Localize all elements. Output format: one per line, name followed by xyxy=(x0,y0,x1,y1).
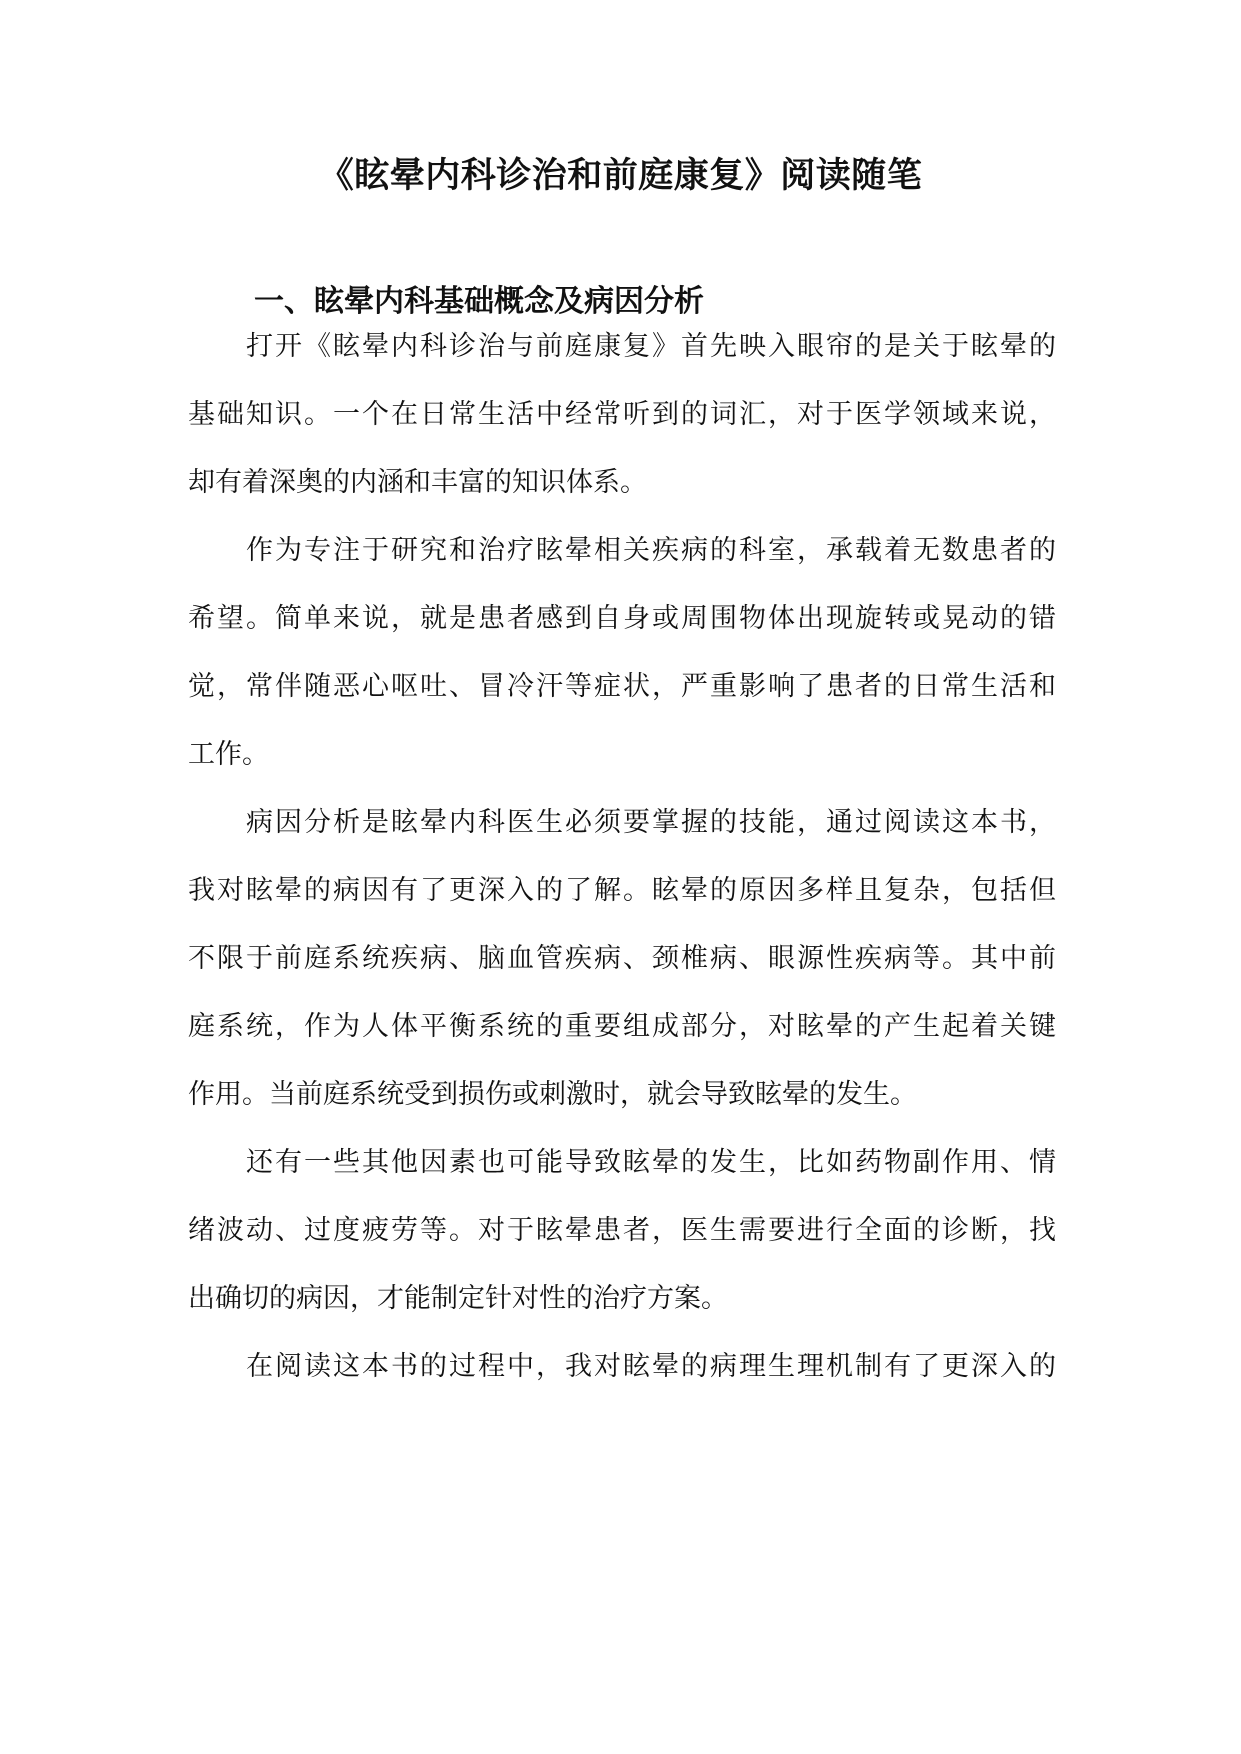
paragraph-2-line-2: 希望。简单来说，就是患者感到自身或周围物体出现旋转或晃动的错 xyxy=(188,603,1056,634)
paragraph-2-line-3: 觉，常伴随恶心呕吐、冒冷汗等症状，严重影响了患者的日常生活和 xyxy=(188,671,1056,702)
paragraph-3-line-5: 作用。当前庭系统受到损伤或刺激时，就会导致眩晕的发生。 xyxy=(188,1079,917,1110)
paragraph-2-line-4: 工作。 xyxy=(188,739,269,770)
paragraph-1-line-2: 基础知识。一个在日常生活中经常听到的词汇，对于医学领域来说， xyxy=(188,399,1056,430)
paragraph-1-line-1: 打开《眩晕内科诊治与前庭康复》首先映入眼帘的是关于眩晕的 xyxy=(246,331,1056,362)
paragraph-4-line-2: 绪波动、过度疲劳等。对于眩晕患者，医生需要进行全面的诊断，找 xyxy=(188,1215,1056,1246)
paragraph-3-line-3: 不限于前庭系统疾病、脑血管疾病、颈椎病、眼源性疾病等。其中前 xyxy=(188,943,1056,974)
paragraph-5-line-1: 在阅读这本书的过程中，我对眩晕的病理生理机制有了更深入的 xyxy=(246,1351,1056,1382)
paragraph-1-line-3: 却有着深奥的内涵和丰富的知识体系。 xyxy=(188,467,647,498)
paragraph-3-line-1: 病因分析是眩晕内科医生必须要掌握的技能，通过阅读这本书， xyxy=(246,807,1056,838)
section-heading: 一、眩晕内科基础概念及病因分析 xyxy=(254,284,704,319)
paragraph-4-line-1: 还有一些其他因素也可能导致眩晕的发生，比如药物副作用、情 xyxy=(246,1147,1056,1178)
paragraph-4-line-3: 出确切的病因，才能制定针对性的治疗方案。 xyxy=(188,1283,728,1314)
paragraph-3-line-4: 庭系统，作为人体平衡系统的重要组成部分，对眩晕的产生起着关键 xyxy=(188,1011,1056,1042)
document-title: 《眩晕内科诊治和前庭康复》阅读随笔 xyxy=(318,155,923,196)
paragraph-2-line-1: 作为专注于研究和治疗眩晕相关疾病的科室，承载着无数患者的 xyxy=(246,535,1056,566)
paragraph-3-line-2: 我对眩晕的病因有了更深入的了解。眩晕的原因多样且复杂，包括但 xyxy=(188,875,1056,906)
